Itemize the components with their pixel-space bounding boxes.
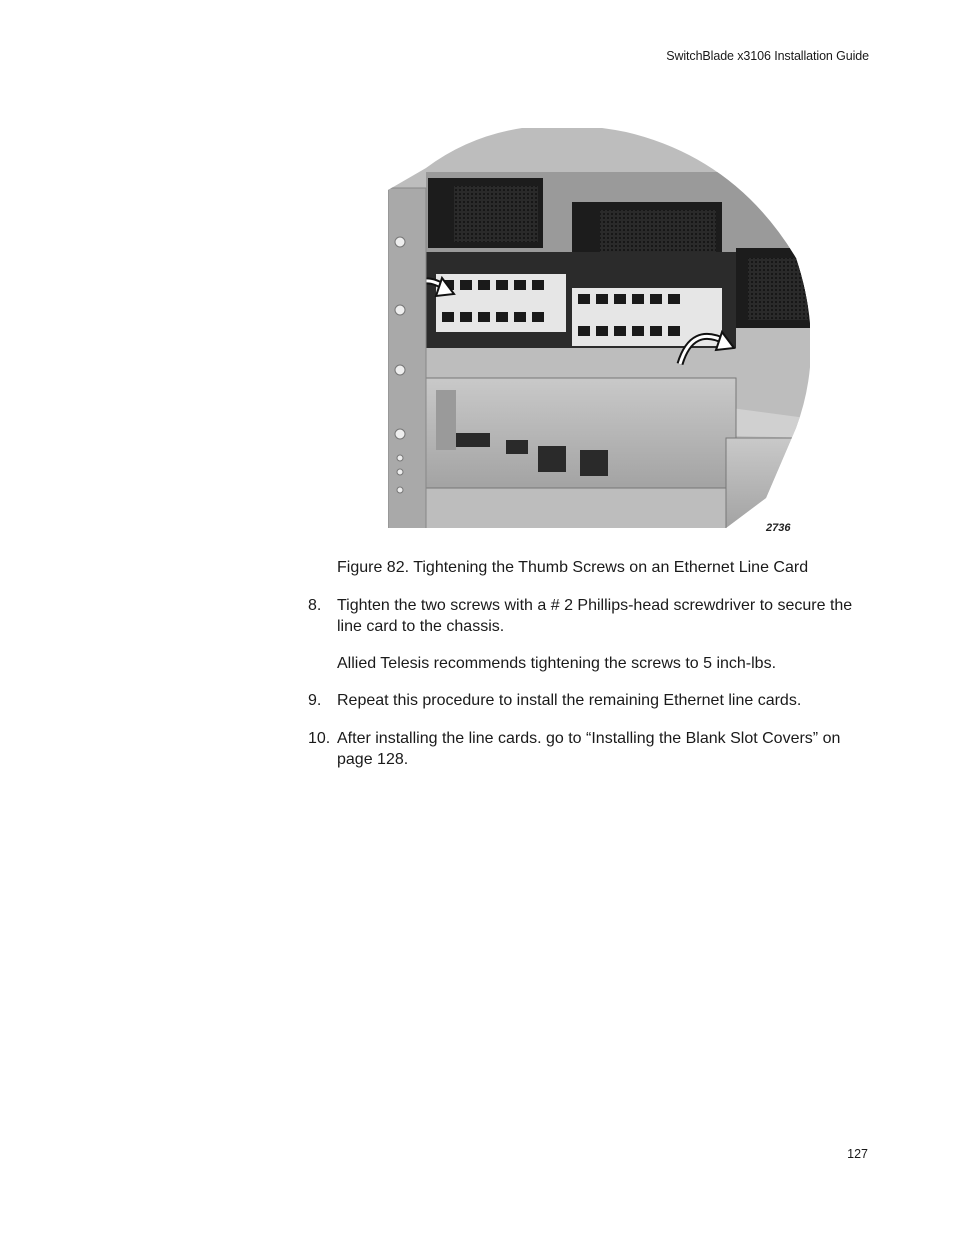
step-text: After installing the line cards. go to “Installing the Blank Slot Covers” on page 128. [337, 730, 841, 768]
step-number: 10. [308, 730, 331, 747]
step-text: Repeat this procedure to install the remaining Ethernet line cards. [337, 692, 802, 709]
torque-note: Allied Telesis recommends tightening the screws to 5 inch-lbs. [337, 655, 777, 672]
step-number: 8. [308, 597, 322, 614]
step-number: 9. [308, 692, 322, 709]
figure-caption: Figure 82. Tightening the Thumb Screws on an Ethernet Line Card [337, 559, 809, 576]
step-text: Tighten the two screws with a # 2 Phillips-head screwdriver to secure the line card to the chassis. [337, 597, 853, 635]
figure-id-label: 2736 [766, 522, 791, 534]
running-header: SwitchBlade x3106 Installation Guide [666, 49, 869, 63]
line-card-illustration [386, 128, 810, 542]
page-number: 127 [847, 1147, 868, 1161]
